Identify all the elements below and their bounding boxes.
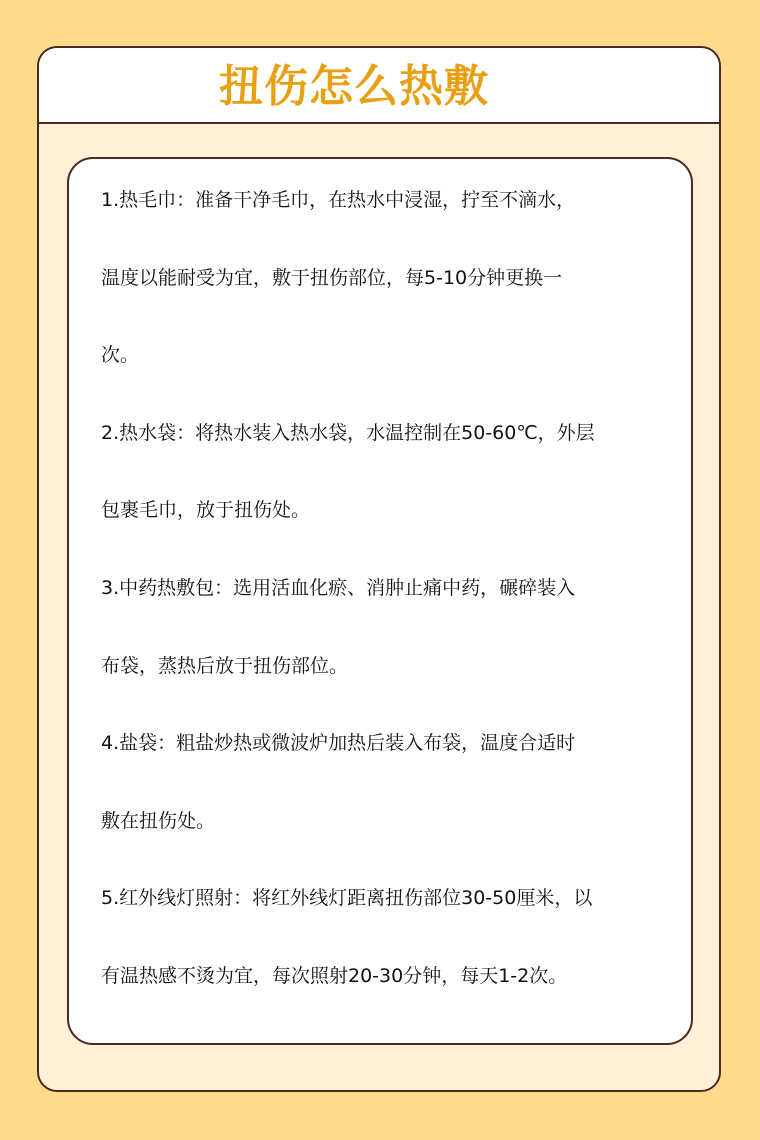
- header-band: [39, 48, 719, 124]
- list-item: [101, 885, 666, 989]
- item-list: [101, 187, 666, 1041]
- item-line: 布袋，蒸热后放于扭伤部位。: [101, 654, 349, 677]
- item-line: 1.热毛巾：准备干净毛巾，在热水中浸湿，拧至不滴水，: [101, 189, 576, 211]
- item-line: 有温热感不烫为宜，每次照射20-30分钟，每天1-2次。: [101, 964, 568, 987]
- item-line: 包裹毛巾，放于扭伤处。: [101, 499, 311, 522]
- list-item: [101, 420, 666, 524]
- item-line: 次。: [101, 344, 140, 367]
- item-line: 敷在扭伤处。: [101, 809, 216, 832]
- item-line: 2.热水袋：将热水装入热水袋，水温控制在50-60℃，外层: [101, 421, 595, 444]
- list-item: [101, 187, 666, 368]
- list-item: [101, 730, 666, 834]
- item-line: 4.盐袋：粗盐炒热或微波炉加热后装入布袋，温度合适时: [101, 732, 576, 755]
- content-card: [67, 157, 693, 1045]
- item-line: 3.中药热敷包：选用活血化瘀、消肿止痛中药，碾碎装入: [101, 576, 576, 599]
- item-line: 5.红外线灯照射：将红外线灯距离扭伤部位30-50厘米，以: [101, 887, 593, 910]
- list-item: [101, 575, 666, 679]
- item-line: 温度以能耐受为宜，敷于扭伤部位，每5-10分钟更换一: [101, 266, 563, 289]
- page-title: 扭伤怎么热敷: [219, 61, 489, 112]
